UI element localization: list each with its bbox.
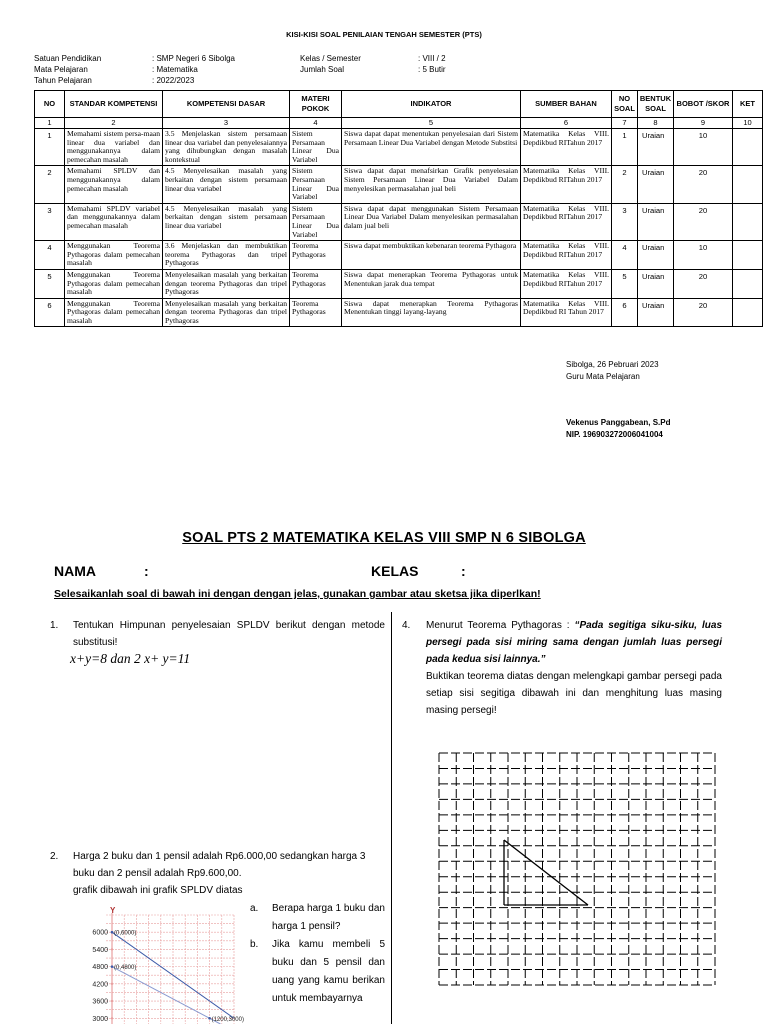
- table-row: [35, 269, 763, 298]
- chart-tick-label: 5400: [92, 946, 108, 954]
- spldv-chart: [64, 905, 244, 1024]
- bobot-skor: 20: [674, 269, 733, 298]
- chart-tick-mark: [111, 983, 113, 985]
- bentuk-soal: Uraian: [638, 129, 674, 166]
- chart-annotation: (0,6000): [114, 930, 137, 937]
- keterangan: [733, 166, 763, 203]
- bobot-skor: 20: [674, 203, 733, 240]
- pythagoras-grid-figure: [436, 750, 718, 988]
- indikator: Siswa dapat dapat menafsirkan Grafik penyelesaian Sistem Persamaan Linear Dua Variabel Dalam menyelesikan permasalahan jual beli: [342, 166, 521, 203]
- row-number: 6: [35, 298, 65, 327]
- exam-instruction: Selesaikanlah soal di bawah ini dengan dengan jelas, gunakan gambar atau sketsa jika diperlkan!: [54, 588, 541, 600]
- materi-pokok: Teorema Pythagoras: [290, 241, 342, 270]
- indikator: Siswa dapat membuktikan kebenaran teorema Pythagora: [342, 241, 521, 270]
- chart-y-label: Y: [110, 906, 116, 915]
- kelas-colon: :: [461, 563, 466, 579]
- column-number: 9: [674, 118, 733, 129]
- question-number: 1.: [50, 620, 59, 631]
- sub-question-letter: b.: [250, 939, 259, 950]
- chart-tick-mark: [111, 1017, 113, 1019]
- header-cell: NO SOAL: [612, 91, 638, 118]
- chart-tick-label: 4200: [92, 981, 108, 989]
- materi-pokok: Teorema Pythagoras: [290, 269, 342, 298]
- nama-label: NAMA: [54, 563, 96, 579]
- materi-pokok: Sistem Persamaan Linear Dua Variabel: [290, 203, 342, 240]
- keterangan: [733, 129, 763, 166]
- standar-kompetensi: Menggunakan Teorema Pythagoras dalam pemecahan masalah: [65, 298, 163, 327]
- kompetensi-dasar: 4.5 Menyelesaikan masalah yang berkaitan dengan sistem persamaan linear dua variabel: [163, 203, 290, 240]
- table-row: [35, 203, 763, 240]
- column-number: 3: [163, 118, 290, 129]
- keterangan: [733, 298, 763, 327]
- bentuk-soal: Uraian: [638, 166, 674, 203]
- meta-label: Tahun Pelajaran: [34, 76, 92, 85]
- materi-pokok: Sistem Persamaan Linear Dua Variabel: [290, 166, 342, 203]
- bobot-skor: 10: [674, 129, 733, 166]
- indikator: Siswa dapat dapat menentukan penyelesaian dari Sistem Persamaan Linear Dua Variabel dengan Metode Substitsi: [342, 129, 521, 166]
- meta-label: Jumlah Soal: [300, 65, 345, 74]
- column-number: 4: [290, 118, 342, 129]
- standar-kompetensi: Memahami SPLDV variabel dan menggunakannya dalam pemecahan masalah: [65, 203, 163, 240]
- indikator: Siswa dapat dapat menggunakan Sistem Persamaan Linear Dua Variabel Dalam menyelesikan permasalahan dalam jual beli: [342, 203, 521, 240]
- header-cell: INDIKATOR: [342, 91, 521, 118]
- table-row: [35, 298, 763, 327]
- chart-annotation: (1200,3000): [211, 1016, 244, 1023]
- question-number: 4.: [402, 620, 411, 631]
- chart-point: [111, 965, 114, 968]
- meta-label: Kelas / Semester: [300, 54, 361, 63]
- signature-name: Vekenus Panggabean, S.Pd: [566, 418, 671, 427]
- nomor-soal: 6: [612, 298, 638, 327]
- sumber-bahan: Matematika Kelas VIII. Depdikbud RITahun 2017: [521, 166, 612, 203]
- exam-title: SOAL PTS 2 MATEMATIKA KELAS VIII SMP N 6 SIBOLGA: [182, 530, 586, 546]
- nomor-soal: 3: [612, 203, 638, 240]
- chart-tick-label: 4800: [92, 964, 108, 972]
- column-divider: [391, 612, 392, 1024]
- nomor-soal: 1: [612, 129, 638, 166]
- question-text: Harga 2 buku dan 1 pensil adalah Rp6.000,00 sedangkan harga 3 buku dan 2 pensil adalah Rp9.600,00.: [73, 851, 366, 879]
- kisi-kisi-table: [34, 90, 763, 327]
- row-number: 4: [35, 241, 65, 270]
- chart-point: [111, 931, 114, 934]
- nama-colon: :: [144, 563, 149, 579]
- keterangan: [733, 203, 763, 240]
- header-cell: SUMBER BAHAN: [521, 91, 612, 118]
- table-row: [35, 241, 763, 270]
- indikator: Siswa dapat menerapkan Teorema Pythagoras untuk Menentukan jarak dua tempat: [342, 269, 521, 298]
- sub-question-letter: a.: [250, 903, 259, 914]
- sumber-bahan: Matematika Kelas VIII. Depdikbud RITahun 2017: [521, 241, 612, 270]
- header-cell: BENTUK SOAL: [638, 91, 674, 118]
- materi-pokok: Teorema Pythagoras: [290, 298, 342, 327]
- signature-date: Sibolga, 26 Pebruari 2023: [566, 360, 659, 369]
- signature-block: [566, 417, 670, 441]
- row-number: 3: [35, 203, 65, 240]
- kompetensi-dasar: 3.5 Menjelaskan sistem persamaan linear dua variabel dan penyelesaiannya yang dihubungkan dengan masalah kontekstual: [163, 129, 290, 166]
- question-equation: x+y=8 dan 2 x+ y=11: [70, 651, 191, 666]
- question-intro: Menurut Teorema Pythagoras :: [426, 620, 575, 631]
- chart-series: [111, 931, 234, 1024]
- meta-value: : Matematika: [152, 65, 198, 74]
- triangle-hypotenuse: [504, 840, 588, 905]
- table-row: [35, 129, 763, 166]
- bentuk-soal: Uraian: [638, 269, 674, 298]
- standar-kompetensi: Menggunakan Teorema Pythagoras dalam pemecahan masalah: [65, 241, 163, 270]
- header-cell: STANDAR KOMPETENSI: [65, 91, 163, 118]
- chart-tick-label: 3600: [92, 998, 108, 1006]
- row-number: 1: [35, 129, 65, 166]
- keterangan: [733, 241, 763, 270]
- question-2: [50, 848, 385, 899]
- meta-right: [300, 53, 446, 75]
- bentuk-soal: Uraian: [638, 298, 674, 327]
- keterangan: [733, 269, 763, 298]
- triangle: [504, 840, 588, 905]
- question-4: [402, 617, 722, 719]
- header-cell: MATERI POKOK: [290, 91, 342, 118]
- bentuk-soal: Uraian: [638, 241, 674, 270]
- sumber-bahan: Matematika Kelas VIII. Depdikbud RITahun 2017: [521, 269, 612, 298]
- sumber-bahan: Matematika Kelas VIII. Depdikbud RI Tahun 2017: [521, 298, 612, 327]
- sumber-bahan: Matematika Kelas VIII. Depdikbud RITahun 2017: [521, 129, 612, 166]
- header-cell: BOBOT /SKOR: [674, 91, 733, 118]
- column-number: 8: [638, 118, 674, 129]
- row-number: 2: [35, 166, 65, 203]
- nomor-soal: 4: [612, 241, 638, 270]
- sub-question-text: Berapa harga 1 buku dan harga 1 pensil?: [272, 903, 385, 932]
- standar-kompetensi: Menggunakan Teorema Pythagoras dalam pemecahan masalah: [65, 269, 163, 298]
- header-cell: KOMPETENSI DASAR: [163, 91, 290, 118]
- kompetensi-dasar: Menyelesaikan masalah yang berkaitan dengan teorema Pythagoras dan tripel Pythagoras: [163, 269, 290, 298]
- table-row: [35, 166, 763, 203]
- chart-tick-label: 6000: [92, 929, 108, 937]
- column-number: 7: [612, 118, 638, 129]
- bobot-skor: 20: [674, 298, 733, 327]
- chart-tick-mark: [111, 1000, 113, 1002]
- header-cell: KET: [733, 91, 763, 118]
- question-number: 2.: [50, 851, 59, 862]
- standar-kompetensi: Memahami sistem persa-maan linear dua variabel dan menggunakannya dalam pemecahan masalah: [65, 129, 163, 166]
- meta-value: : 5 Butir: [418, 65, 446, 74]
- bobot-skor: 20: [674, 166, 733, 203]
- kompetensi-dasar: 3.6 Menjelaskan dan membuktikan teorema Pythagoras dan tripel Pythagoras: [163, 241, 290, 270]
- meta-value: : VIII / 2: [418, 54, 446, 63]
- column-number: 1: [35, 118, 65, 129]
- column-number: 2: [65, 118, 163, 129]
- question-1: [50, 617, 385, 667]
- theorem-quote: “Pada segitiga siku-siku, luas persegi pada sisi miring sama dengan jumlah luas persegi pada kedua sisi lainnya.”: [426, 620, 723, 665]
- column-number: 5: [342, 118, 521, 129]
- bobot-skor: 10: [674, 241, 733, 270]
- kompetensi-dasar: 4.5 Menyelesaikan masalah yang berkaitan dengan sistem persamaan linear dua variabel: [163, 166, 290, 203]
- column-number-row: [35, 118, 763, 129]
- column-number: 6: [521, 118, 612, 129]
- chart-caption: grafik dibawah ini grafik SPLDV diatas: [73, 885, 243, 896]
- sub-question-text: Jika kamu membeli 5 buku dan 5 pensil dan uang yang kamu berikan untuk membayarnya: [272, 939, 385, 1004]
- question-2-subitems: [250, 900, 385, 1008]
- chart-tick-mark: [111, 948, 113, 950]
- meta-label: Mata Pelajaran: [34, 65, 88, 74]
- chart-point: [208, 1017, 211, 1020]
- table-header-row: [35, 91, 763, 118]
- kompetensi-dasar: Menyelesaikan masalah yang berkaitan dengan teorema Pythagoras dan tripel Pythagoras: [163, 298, 290, 327]
- indikator: Siswa dapat menerapkan Teorema Pythagoras Menentukan tinggi layang-layang: [342, 298, 521, 327]
- standar-kompetensi: Memahami SPLDV dan menggunakannya dalam pemecahan masalah: [65, 166, 163, 203]
- signature-role: Guru Mata Pelajaran: [566, 372, 640, 381]
- meta-label: Satuan Pendidikan: [34, 54, 102, 63]
- grid-lines: [439, 753, 715, 985]
- meta-value: : 2022/2023: [152, 76, 195, 85]
- signature-place: [566, 359, 659, 383]
- chart-annotation: (0,4800): [114, 965, 137, 972]
- meta-left: [34, 53, 235, 86]
- signature-nip: NIP. 196903272006041004: [566, 430, 663, 439]
- materi-pokok: Sistem Persamaan Linear Dua Variabel: [290, 129, 342, 166]
- question-statement: [426, 617, 722, 668]
- nomor-soal: 2: [612, 166, 638, 203]
- sumber-bahan: Matematika Kelas VIII. Depdikbud RITahun 2017: [521, 203, 612, 240]
- nomor-soal: 5: [612, 269, 638, 298]
- column-number: 10: [733, 118, 763, 129]
- sub-question-b: [250, 936, 385, 1008]
- question-text: Buktikan teorema diatas dengan melengkapi gambar persegi pada setiap sisi segitiga dibawah ini dan menghitung luas masing masing persegi!: [426, 671, 722, 716]
- header-cell: NO: [35, 91, 65, 118]
- row-number: 5: [35, 269, 65, 298]
- kelas-label: KELAS: [371, 563, 419, 579]
- kisi-kisi-title: KISI-KISI SOAL PENILAIAN TENGAH SEMESTER (PTS): [286, 30, 482, 39]
- meta-value: : SMP Negeri 6 Sibolga: [152, 54, 236, 63]
- chart-tick-label: 3000: [92, 1015, 108, 1023]
- bentuk-soal: Uraian: [638, 203, 674, 240]
- sub-question-a: [250, 900, 385, 936]
- question-text: Tentukan Himpunan penyelesaian SPLDV berikut dengan metode substitusi!: [73, 620, 385, 648]
